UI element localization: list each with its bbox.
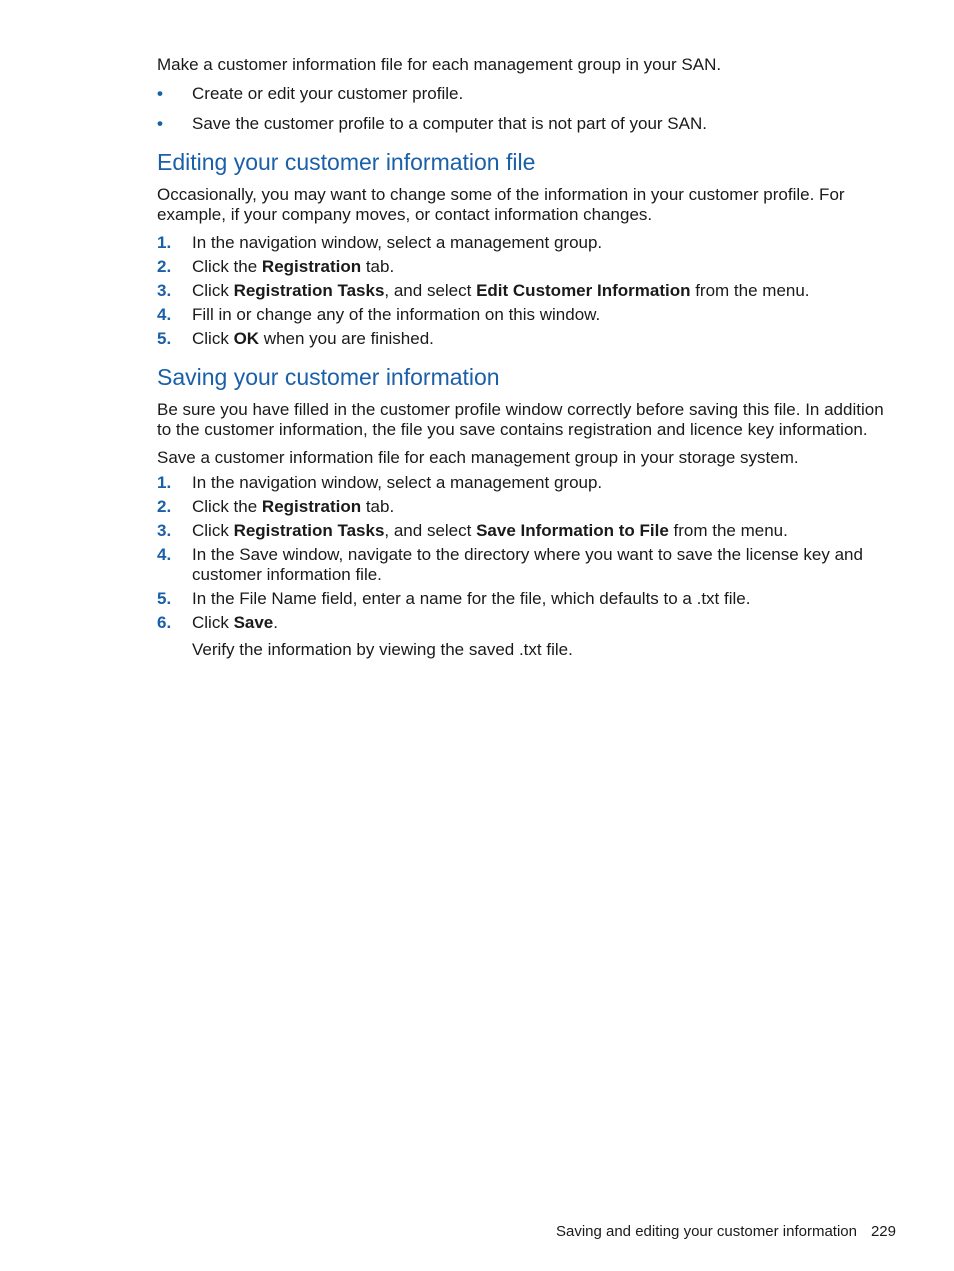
intro-paragraph: Make a customer information file for each management group in your SAN. bbox=[157, 55, 722, 74]
step-item: 1. In the navigation window, select a management group. bbox=[157, 233, 603, 252]
step-number: 5. bbox=[157, 329, 172, 348]
step-number: 2. bbox=[157, 497, 172, 516]
footer-title: Saving and editing your customer information bbox=[555, 1223, 857, 1240]
document-page bbox=[157, 55, 897, 660]
bullet-icon: • bbox=[157, 114, 163, 133]
page-footer bbox=[556, 1222, 896, 1242]
step-item: 5. In the File Name field, enter a name for the file, which defaults to a .txt file. bbox=[157, 589, 751, 608]
step-number: 1. bbox=[157, 473, 172, 492]
bullet-icon: • bbox=[157, 84, 163, 103]
step-number: 5. bbox=[157, 589, 172, 608]
step-number: 6. bbox=[157, 613, 172, 632]
page-number: 229 bbox=[870, 1223, 896, 1240]
step-item: 6. Click Save. bbox=[157, 613, 278, 632]
step-item: 1. In the navigation window, select a management group. bbox=[157, 473, 603, 492]
step-item: 3. Click Registration Tasks, and select Save Information to File from the menu. bbox=[157, 521, 788, 540]
step-item: 4. Fill in or change any of the information on this window. bbox=[157, 305, 601, 324]
step-item: 5. Click OK when you are finished. bbox=[157, 329, 434, 348]
step-number: 4. bbox=[157, 305, 172, 324]
bullet-item: • Create or edit your customer profile. bbox=[157, 84, 464, 103]
verify-note: Verify the information by viewing the saved .txt file. bbox=[192, 640, 573, 659]
step-item: 2. Click the Registration tab. bbox=[157, 257, 395, 276]
section-paragraph: Save a customer information file for each management group in your storage system. bbox=[157, 448, 799, 467]
step-number: 2. bbox=[157, 257, 172, 276]
step-number: 3. bbox=[157, 521, 172, 540]
section-heading-editing: Editing your customer information file bbox=[157, 149, 536, 175]
section-heading-saving: Saving your customer information bbox=[157, 364, 500, 390]
section-paragraph: Be sure you have filled in the customer profile window correctly before saving this file. In addition to the customer information, the file you save contains registration and licence key information. bbox=[157, 400, 884, 439]
saving-steps-list bbox=[157, 473, 897, 633]
editing-steps-list bbox=[157, 233, 897, 349]
section-paragraph: Occasionally, you may want to change some of the information in your customer profile. For example, if your company moves, or contact information changes. bbox=[157, 185, 845, 224]
step-number: 4. bbox=[157, 545, 172, 564]
step-item: 3. Click Registration Tasks, and select Edit Customer Information from the menu. bbox=[157, 281, 810, 300]
intro-bullet-list bbox=[157, 84, 897, 134]
bullet-item: • Save the customer profile to a computer that is not part of your SAN. bbox=[157, 114, 707, 133]
step-number: 3. bbox=[157, 281, 172, 300]
step-item: 2. Click the Registration tab. bbox=[157, 497, 395, 516]
step-number: 1. bbox=[157, 233, 172, 252]
step-item: 4. In the Save window, navigate to the directory where you want to save the license key and customer information file. bbox=[157, 545, 863, 584]
